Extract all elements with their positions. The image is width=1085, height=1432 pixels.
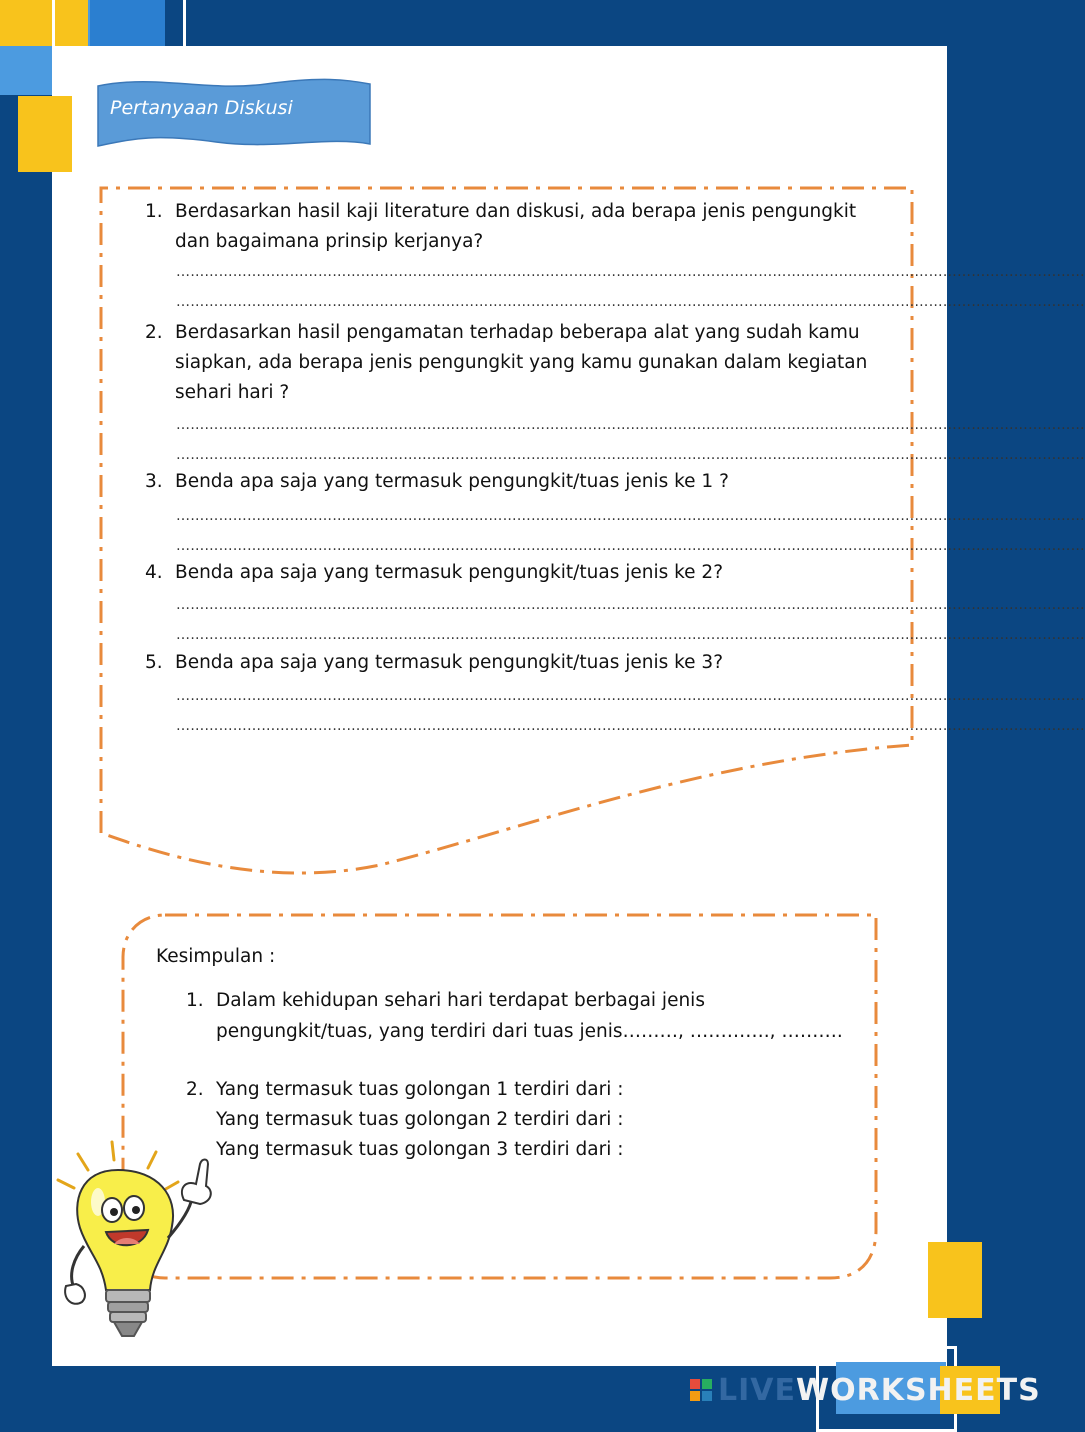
conclusion-item-2-line: Yang termasuk tuas golongan 1 terdiri dari : <box>216 1079 624 1100</box>
conclusion-item-number: 2. <box>186 1079 204 1100</box>
question-line: sehari hari ? <box>175 382 290 403</box>
answer-line[interactable]: ………………………………………………………………………………………………………………………………………………………………………… <box>176 264 1085 280</box>
question-number: 4. <box>145 562 163 583</box>
conclusion-item-2-line: Yang termasuk tuas golongan 3 terdiri dari : <box>216 1139 624 1160</box>
corner-block-yellow-right <box>928 1242 982 1318</box>
answer-line[interactable]: ………………………………………………………………………………………………………………………………………………………………………… <box>176 538 1085 554</box>
question-line: Berdasarkan hasil kaji literature dan diskusi, ada berapa jenis pengungkit <box>175 201 857 222</box>
logo-text-worksheets: WORKSHEETS <box>796 1372 1041 1408</box>
answer-line[interactable]: ………………………………………………………………………………………………………………………………………………………………………… <box>176 688 1085 704</box>
conclusion-heading: Kesimpulan : <box>156 946 276 967</box>
answer-line[interactable]: ………………………………………………………………………………………………………………………………………………………………………… <box>176 294 1085 310</box>
question-line: Berdasarkan hasil pengamatan terhadap beberapa alat yang sudah kamu <box>175 322 860 343</box>
answer-line[interactable]: ………………………………………………………………………………………………………………………………………………………………………… <box>176 718 1085 734</box>
question-line: dan bagaimana prinsip kerjanya? <box>175 231 484 252</box>
conclusion-item-2-line: Yang termasuk tuas golongan 2 terdiri dari : <box>216 1109 624 1130</box>
answer-line[interactable]: ………………………………………………………………………………………………………………………………………………………………………… <box>176 627 1085 643</box>
question-line: Benda apa saja yang termasuk pengungkit/tuas jenis ke 1 ? <box>175 471 729 492</box>
answer-line[interactable]: ………………………………………………………………………………………………………………………………………………………………………… <box>176 447 1085 463</box>
question-line: siapkan, ada berapa jenis pengungkit yang kamu gunakan dalam kegiatan <box>175 352 868 373</box>
conclusion-item-1-line: pengungkit/tuas, yang terdiri dari tuas jenis………, …………., ………. <box>216 1021 843 1042</box>
question-number: 3. <box>145 471 163 492</box>
question-number: 1. <box>145 201 163 222</box>
question-number: 5. <box>145 652 163 673</box>
liveworksheets-logo <box>690 1372 1041 1408</box>
question-number: 2. <box>145 322 163 343</box>
answer-line[interactable]: ………………………………………………………………………………………………………………………………………………………………………… <box>176 597 1085 613</box>
question-line: Benda apa saja yang termasuk pengungkit/tuas jenis ke 2? <box>175 562 724 583</box>
liveworksheets-logo-icon <box>690 1379 712 1401</box>
question-line: Benda apa saja yang termasuk pengungkit/tuas jenis ke 3? <box>175 652 724 673</box>
logo-text-live: LIVE <box>718 1372 796 1408</box>
banner-title: Pertanyaan Diskusi <box>110 97 293 119</box>
answer-line[interactable]: ………………………………………………………………………………………………………………………………………………………………………… <box>176 508 1085 524</box>
conclusion-item-1-line: Dalam kehidupan sehari hari terdapat berbagai jenis <box>216 990 705 1011</box>
conclusion-item-number: 1. <box>186 990 204 1011</box>
lightbulb-mascot-icon <box>50 1140 225 1355</box>
answer-line[interactable]: ………………………………………………………………………………………………………………………………………………………………………… <box>176 417 1085 433</box>
